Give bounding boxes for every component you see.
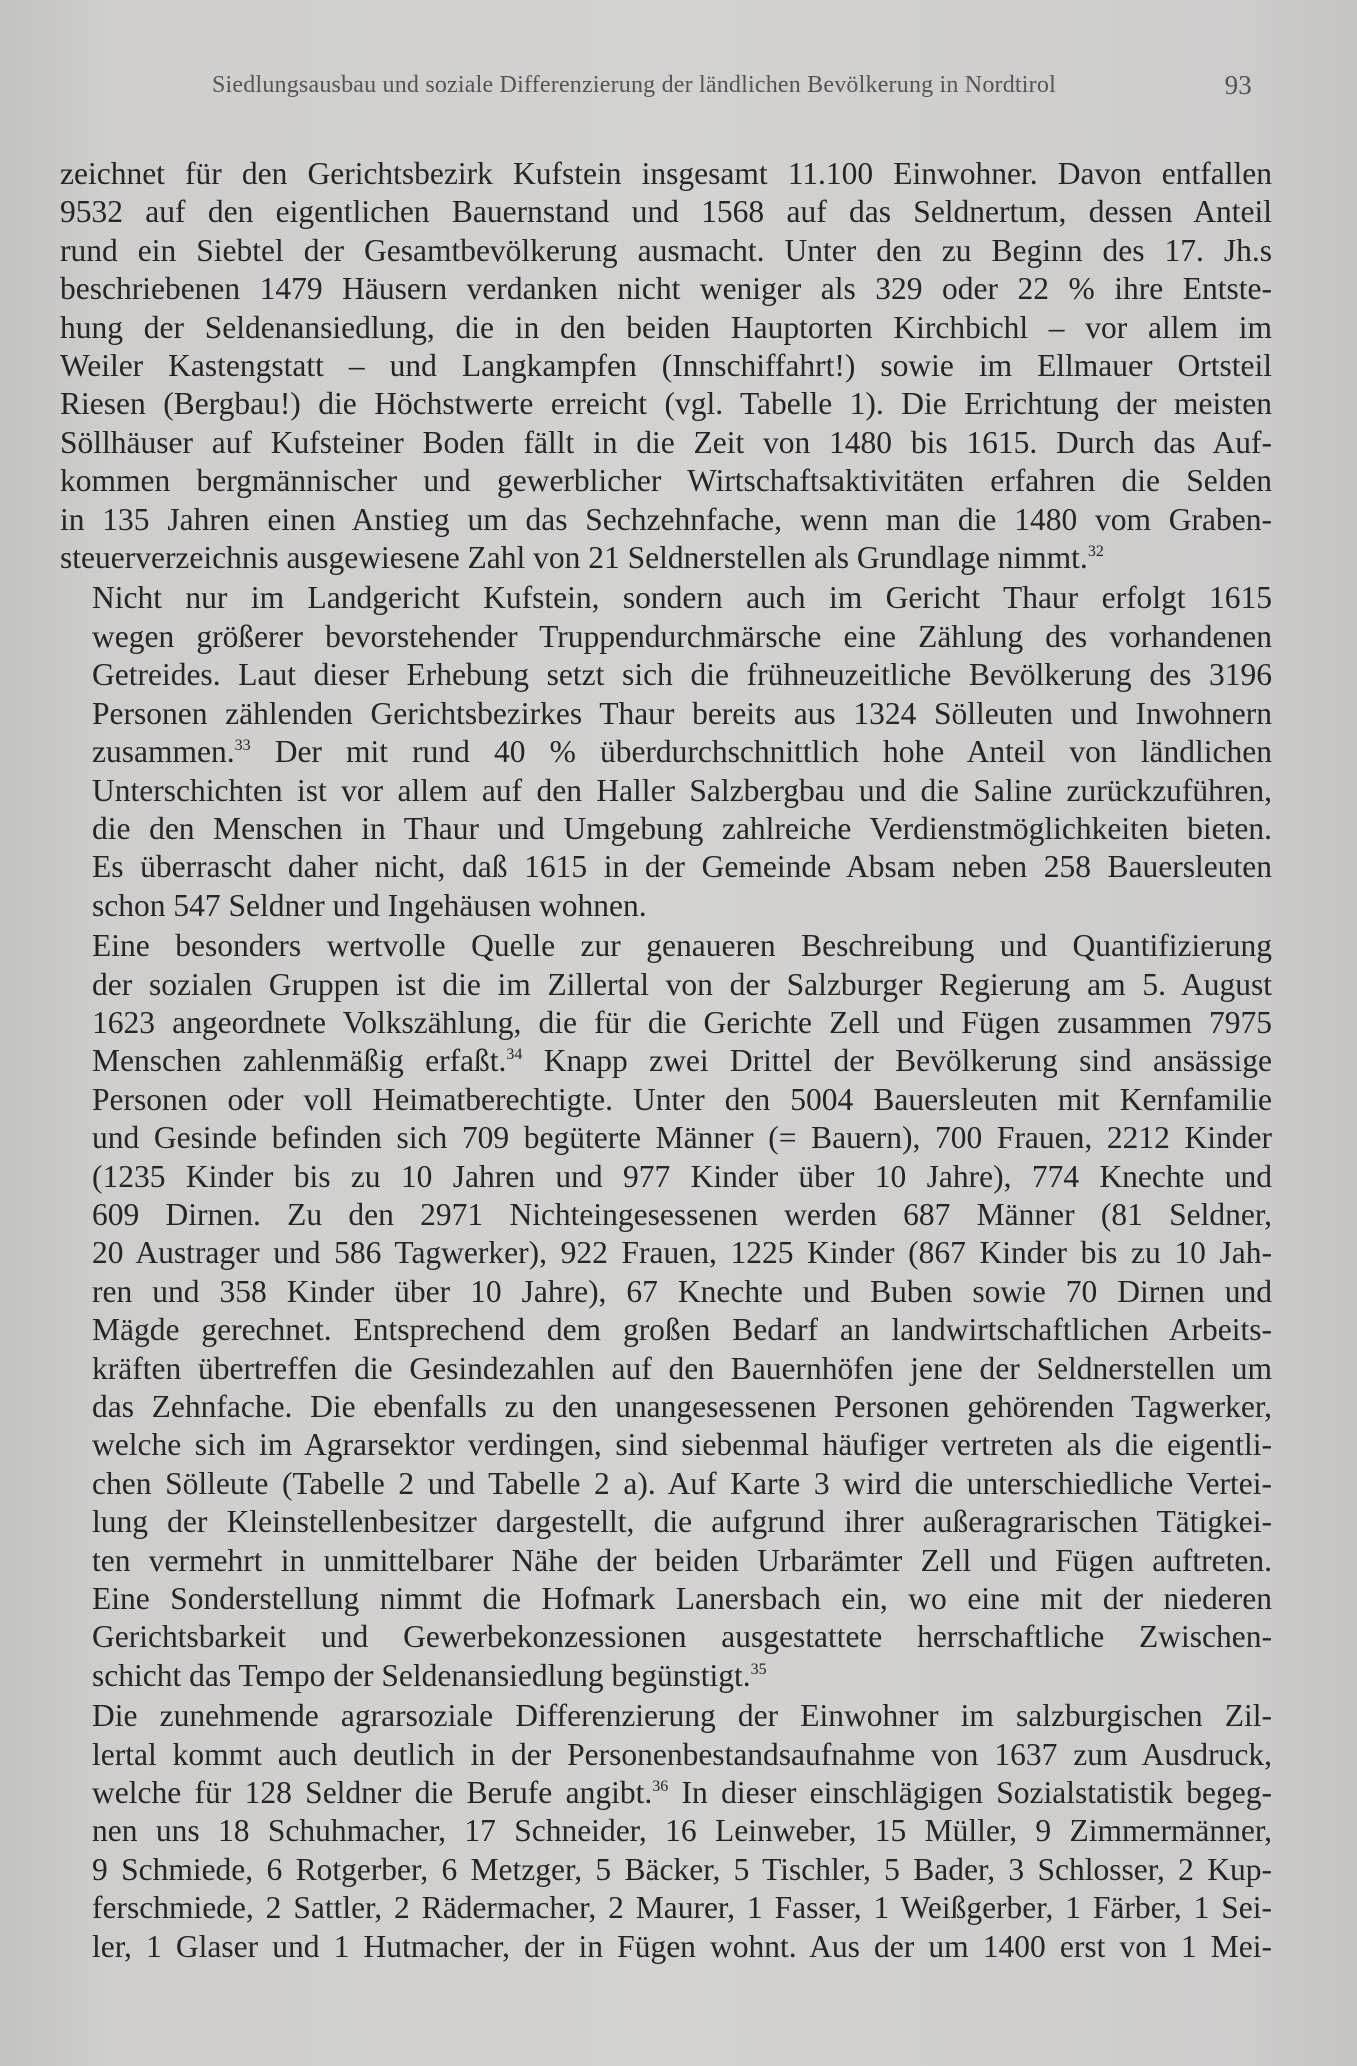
running-head: Siedlungsausbau und soziale Differenzierung der ländlichen Bevölkerung in Nordtirol xyxy=(212,72,1056,98)
text-line: Menschen zahlenmäßig erfaßt. xyxy=(92,1043,507,1079)
text-line: 9 Schmiede, 6 Rotgerber, 6 Metzger, 5 Bäcker, 5 Tischler, 5 Bader, 3 Schlosser, 2 Kup- xyxy=(92,1851,1272,1887)
text-line: schon 547 Seldner und Ingehäusen wohnen. xyxy=(92,887,647,923)
text-line: wegen größerer bevorstehender Truppendurchmärsche eine Zählung des vorhandenen xyxy=(92,618,1272,654)
paragraph-2 xyxy=(60,579,1272,925)
text-line: Unterschichten ist vor allem auf den Haller Salzbergbau und die Saline zurückzuführen, xyxy=(92,772,1272,808)
text-line: Die zunehmende agrarsoziale Differenzierung der Einwohner im salzburgischen Zil- xyxy=(92,1698,1272,1734)
paragraph-4 xyxy=(60,1697,1272,1966)
text-line: chen Sölleute (Tabelle 2 und Tabelle 2 a). Auf Karte 3 wird die unterschiedliche Vertei- xyxy=(92,1465,1272,1501)
text-line: Eine besonders wertvolle Quelle zur genaueren Beschreibung und Quantifizierung xyxy=(92,928,1272,964)
paragraph-1 xyxy=(60,155,1272,577)
text-line: hung der Seldenansiedlung, die in den beiden Hauptorten Kirchbichl – vor allem im xyxy=(60,309,1272,345)
page-header xyxy=(212,72,1252,112)
text-line: Riesen (Bergbau!) die Höchstwerte erreicht (vgl. Tabelle 1). Die Errichtung der meisten xyxy=(60,386,1272,422)
text-line-continuation: In dieser einschlägigen Sozialstatistik begeg- xyxy=(668,1775,1272,1811)
text-line: Eine Sonderstellung nimmt die Hofmark Lanersbach ein, wo eine mit der niederen xyxy=(92,1581,1272,1617)
footnote-ref: 34 xyxy=(506,1046,523,1064)
text-line: 20 Austrager und 586 Tagwerker), 922 Frauen, 1225 Kinder (867 Kinder bis zu 10 Jah- xyxy=(92,1235,1272,1271)
text-line: schicht das Tempo der Seldenansiedlung begünstigt. xyxy=(92,1657,751,1693)
text-line: (1235 Kinder bis zu 10 Jahren und 977 Kinder über 10 Jahre), 774 Knechte und xyxy=(92,1158,1272,1194)
text-line-wrap xyxy=(60,539,1272,577)
text-line: beschriebenen 1479 Häusern verdanken nicht weniger als 329 oder 22 % ihre Entste- xyxy=(60,271,1272,307)
text-line: steuerverzeichnis ausgewiesene Zahl von 21 Seldnerstellen als Grundlage nimmt. xyxy=(60,540,1088,576)
text-line: ten vermehrt in unmittelbarer Nähe der beiden Urbarämter Zell und Fügen auftreten. xyxy=(92,1542,1272,1578)
text-line: ferschmiede, 2 Sattler, 2 Rädermacher, 2 Maurer, 1 Fasser, 1 Weißgerber, 1 Färber, 1 Sei- xyxy=(92,1890,1272,1926)
text-line: Gerichtsbarkeit und Gewerbekonzessionen ausgestattete herrschaftliche Zwischen- xyxy=(92,1619,1272,1655)
text-line: Söllhäuser auf Kufsteiner Boden fällt in die Zeit von 1480 bis 1615. Durch das Auf- xyxy=(60,424,1272,460)
text-line-wrap xyxy=(60,1042,1272,1080)
text-line: Es überrascht daher nicht, daß 1615 in der Gemeinde Absam neben 258 Bauersleuten xyxy=(92,849,1272,885)
text-line: zeichnet für den Gerichtsbezirk Kufstein insgesamt 11.100 Einwohner. Davon entfallen xyxy=(60,156,1272,191)
text-line: der sozialen Gruppen ist die im Zillertal von der Salzburger Regierung am 5. August xyxy=(92,966,1272,1002)
text-line-wrap xyxy=(60,1774,1272,1812)
text-line: welche sich im Agrarsektor verdingen, sind siebenmal häufiger vertreten als die eigentli- xyxy=(92,1427,1272,1463)
text-line: Personen zählenden Gerichtsbezirkes Thaur bereits aus 1324 Sölleuten und Inwohnern xyxy=(92,695,1272,731)
text-line: in 135 Jahren einen Anstieg um das Sechzehnfache, wenn man die 1480 vom Graben- xyxy=(60,501,1272,537)
text-line: Weiler Kastengstatt – und Langkampfen (Innschiffahrt!) sowie im Ellmauer Ortsteil xyxy=(60,348,1272,384)
text-line: ren und 358 Kinder über 10 Jahre), 67 Knechte und Buben sowie 70 Dirnen und xyxy=(92,1273,1272,1309)
paragraph-3 xyxy=(60,927,1272,1695)
footnote-ref: 32 xyxy=(1087,543,1104,561)
body-text xyxy=(60,155,1272,1968)
text-line: rund ein Siebtel der Gesamtbevölkerung ausmacht. Unter den zu Beginn des 17. Jh.s xyxy=(60,232,1272,268)
text-line: 609 Dirnen. Zu den 2971 Nichteingesessenen werden 687 Männer (81 Seldner, xyxy=(92,1196,1272,1232)
text-line: Mägde gerechnet. Entsprechend dem großen Bedarf an landwirtschaftlichen Arbeits- xyxy=(92,1312,1272,1348)
text-line: zusammen. xyxy=(92,734,235,770)
footnote-ref: 36 xyxy=(652,1778,669,1796)
text-line: 9532 auf den eigentlichen Bauernstand und 1568 auf das Seldnertum, dessen Anteil xyxy=(60,194,1272,230)
text-line: kommen bergmännischer und gewerblicher Wirtschaftsaktivitäten erfahren die Selden xyxy=(60,463,1272,499)
text-line-continuation: Knapp zwei Drittel der Bevölkerung sind ansässige xyxy=(522,1043,1272,1079)
text-line: Getreides. Laut dieser Erhebung setzt sich die frühneuzeitliche Bevölkerung des 3196 xyxy=(92,657,1272,693)
text-line: 1623 angeordnete Volkszählung, die für die Gerichte Zell und Fügen zusammen 7975 xyxy=(92,1004,1272,1040)
text-line: und Gesinde befinden sich 709 begüterte Männer (= Bauern), 700 Frauen, 2212 Kinder xyxy=(92,1120,1272,1156)
text-line: Personen oder voll Heimatberechtigte. Unter den 5004 Bauersleuten mit Kernfamilie xyxy=(92,1081,1272,1117)
text-line-wrap xyxy=(60,733,1272,771)
text-line-continuation: Der mit rund 40 % überdurchschnittlich hohe Anteil von ländlichen xyxy=(250,734,1272,770)
text-line: kräften übertreffen die Gesindezahlen auf den Bauernhöfen jene der Seldnerstellen um xyxy=(92,1350,1272,1386)
text-line: das Zehnfache. Die ebenfalls zu den unangesessenen Personen gehörenden Tagwerker, xyxy=(92,1389,1272,1424)
text-line: nen uns 18 Schuhmacher, 17 Schneider, 16 Leinweber, 15 Müller, 9 Zimmermänner, xyxy=(92,1813,1272,1849)
text-line: lung der Kleinstellenbesitzer dargestellt, die aufgrund ihrer außeragrarischen Tätigkei- xyxy=(92,1504,1272,1540)
footnote-ref: 33 xyxy=(234,737,251,755)
text-line: ler, 1 Glaser und 1 Hutmacher, der in Fügen wohnt. Aus der um 1400 erst von 1 Mei- xyxy=(92,1928,1272,1964)
text-line-wrap xyxy=(60,1657,1272,1695)
text-line: welche für 128 Seldner die Berufe angibt. xyxy=(92,1775,653,1811)
footnote-ref: 35 xyxy=(750,1660,767,1678)
text-line: lertal kommt auch deutlich in der Personenbestandsaufnahme von 1637 zum Ausdruck, xyxy=(92,1736,1272,1772)
text-line: Nicht nur im Landgericht Kufstein, sondern auch im Gericht Thaur erfolgt 1615 xyxy=(92,580,1272,616)
page-number: 93 xyxy=(1224,70,1252,100)
text-line: die den Menschen in Thaur und Umgebung zahlreiche Verdienstmöglichkeiten bieten. xyxy=(92,810,1272,846)
